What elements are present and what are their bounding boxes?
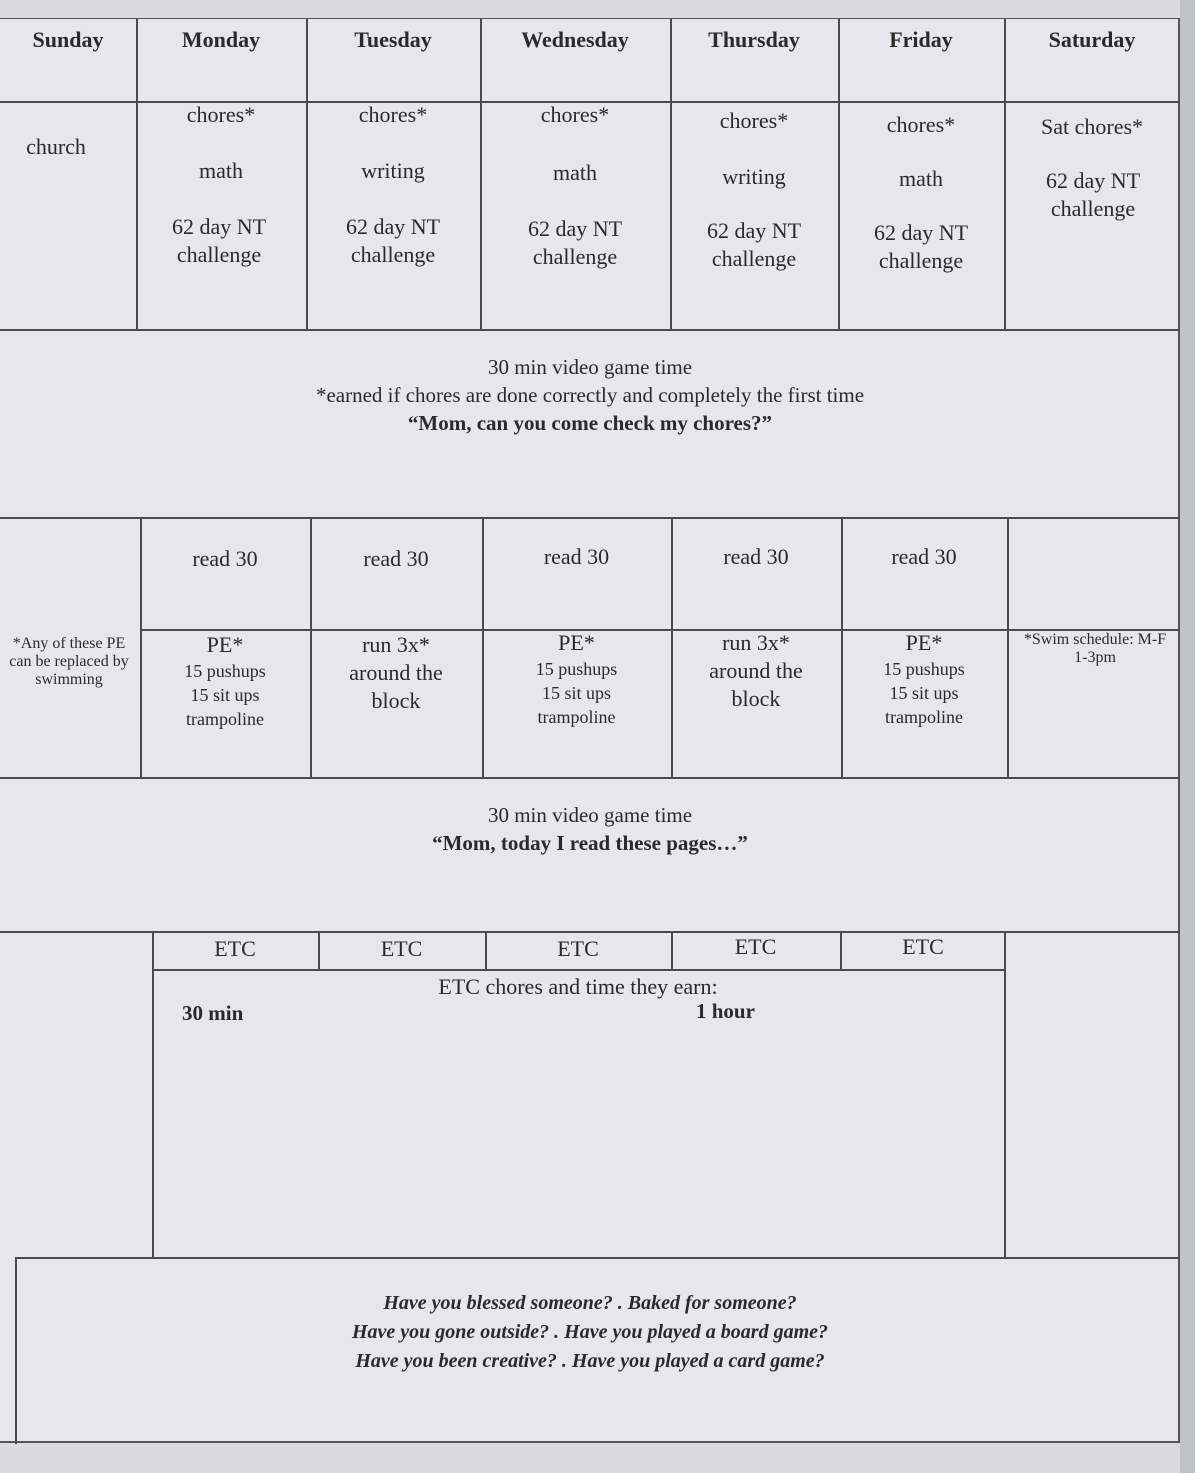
pe-line: block — [731, 686, 781, 711]
etc-time-30min: 30 min — [182, 1001, 244, 1025]
page-edge — [1180, 0, 1195, 1473]
pe-line: 15 sit ups — [541, 683, 611, 703]
pe-tuesday — [310, 631, 482, 715]
note-line: 30 min video game time — [487, 803, 693, 827]
pe-line: PE* — [206, 632, 244, 657]
header-saturday — [1004, 19, 1180, 101]
day-label: Tuesday — [354, 27, 432, 52]
etc-label: ETC — [214, 936, 256, 961]
challenge-text: 62 day NT challenge — [873, 220, 969, 273]
pe-line: PE* — [558, 630, 595, 655]
cell-friday-morning — [838, 101, 1004, 329]
pe-thursday — [671, 629, 841, 713]
note-line: 30 min video game time — [487, 355, 693, 379]
read-text: read 30 — [363, 546, 429, 571]
etc-label: ETC — [380, 936, 423, 961]
questions-block — [0, 1289, 1180, 1376]
etc-label: ETC — [734, 934, 777, 959]
note-line: *earned if chores are done correctly and completely the first time — [315, 383, 865, 407]
etc-time-1hour: 1 hour — [696, 999, 755, 1023]
chores-text: chores* — [540, 102, 610, 127]
pe-line: around the — [349, 660, 443, 685]
challenge-text: 62 day NT challenge — [1045, 168, 1141, 221]
question-line: Have you been creative? . Have you played a card game? — [355, 1350, 825, 1372]
chores-text: Sat chores* — [1040, 114, 1144, 139]
video-game-note — [0, 353, 1180, 437]
pe-line: 15 sit ups — [889, 683, 959, 703]
header-tuesday — [306, 19, 480, 101]
read-text: read 30 — [543, 544, 610, 569]
etc-label: ETC — [557, 936, 599, 961]
pe-monday — [140, 631, 310, 731]
reading-note — [0, 801, 1180, 857]
question-line: Have you gone outside? . Have you played a board game? — [351, 1321, 829, 1343]
day-label: Saturday — [1048, 27, 1136, 52]
day-label: Friday — [889, 27, 953, 52]
subject-text: writing — [361, 158, 425, 183]
pe-friday — [841, 629, 1007, 729]
day-label: Wednesday — [521, 27, 629, 52]
chores-text: chores* — [358, 102, 428, 127]
cell-monday-morning — [136, 101, 306, 329]
column-divider — [1007, 517, 1009, 777]
pe-line: block — [371, 688, 421, 713]
row-divider — [0, 329, 1180, 331]
pe-line: trampoline — [186, 709, 264, 729]
challenge-text: 62 day NT challenge — [171, 214, 267, 267]
read-text: read 30 — [192, 546, 258, 571]
pe-line: 15 pushups — [883, 659, 965, 679]
note-quote: “Mom, today I read these pages…” — [432, 831, 748, 855]
question-line: Have you blessed someone? . Baked for someone? — [383, 1292, 797, 1314]
church-text: church — [26, 134, 86, 159]
pe-wednesday — [482, 629, 671, 729]
pe-line: 15 sit ups — [190, 685, 260, 705]
etc-heading: ETC chores and time they earn: — [438, 974, 718, 999]
pe-line: run 3x* — [722, 630, 790, 655]
schedule-sheet — [0, 18, 1180, 1443]
chores-text: chores* — [719, 108, 789, 133]
header-friday — [838, 19, 1004, 101]
cell-wednesday-morning — [480, 101, 670, 329]
pe-line: 15 pushups — [184, 661, 266, 681]
day-label: Sunday — [32, 27, 104, 52]
chores-text: chores* — [886, 112, 956, 137]
subject-text: math — [553, 160, 597, 185]
header-wednesday — [480, 19, 670, 101]
challenge-text: 62 day NT challenge — [527, 216, 623, 269]
pe-line: run 3x* — [362, 632, 430, 657]
challenge-text: 62 day NT challenge — [345, 214, 441, 267]
pe-line: trampoline — [885, 707, 963, 727]
day-label: Monday — [181, 27, 261, 52]
etc-label: ETC — [902, 934, 944, 959]
cell-saturday-morning — [1004, 101, 1180, 329]
column-divider — [1004, 931, 1006, 1257]
day-label: Thursday — [708, 27, 800, 52]
subject-text: writing — [722, 164, 786, 189]
chores-text: chores* — [186, 102, 256, 127]
cell-tuesday-morning — [306, 101, 480, 329]
pe-line: PE* — [905, 630, 943, 655]
pe-line: trampoline — [537, 707, 616, 727]
header-thursday — [670, 19, 838, 101]
cell-sunday-morning — [0, 101, 136, 329]
subject-text: math — [899, 166, 943, 191]
row-divider — [15, 1257, 1180, 1259]
row-divider — [152, 969, 1006, 971]
cell-thursday-morning — [670, 101, 838, 329]
header-monday — [136, 19, 306, 101]
pe-line: around the — [709, 658, 803, 683]
row-divider — [0, 777, 1180, 779]
note-quote: “Mom, can you come check my chores?” — [407, 411, 773, 435]
pe-line: 15 pushups — [535, 659, 618, 679]
subject-text: math — [199, 158, 243, 183]
read-text: read 30 — [723, 544, 789, 569]
pe-swim-note: *Any of these PE can be replaced by swimming — [9, 635, 129, 688]
challenge-text: 62 day NT challenge — [706, 218, 802, 271]
swim-schedule-note: *Swim schedule: M-F 1-3pm — [1023, 631, 1167, 666]
read-text: read 30 — [891, 544, 957, 569]
header-sunday — [0, 19, 136, 101]
row-divider — [0, 517, 1180, 519]
